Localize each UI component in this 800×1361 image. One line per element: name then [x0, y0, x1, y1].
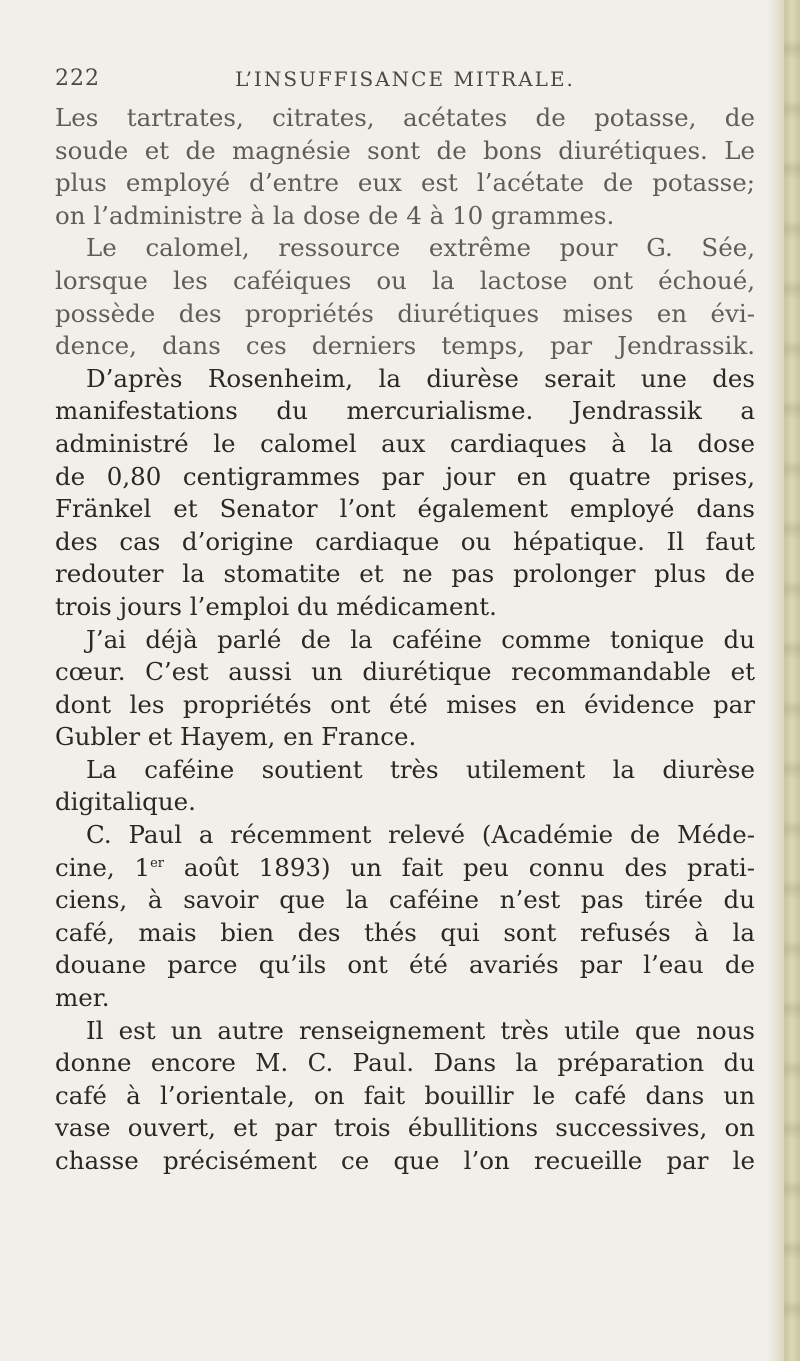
- text-line: Les tartrates, citrates, acétates de potasse, de: [55, 103, 755, 132]
- text-line: dont les propriétés ont été mises en évidence par: [55, 689, 755, 719]
- text-line: Il est un autre renseignement très utile que nous: [86, 1015, 755, 1045]
- text-line: C. Paul a récemment relevé (Académie de Méde-: [86, 820, 755, 850]
- page-header: [55, 66, 755, 96]
- page-gutter-shadow: [784, 0, 800, 1361]
- text-line: mer.: [55, 983, 110, 1013]
- text-line: vase ouvert, et par trois ébullitions successives, on: [55, 1113, 755, 1143]
- text-line: digitalique.: [55, 787, 196, 817]
- text-line: plus employé d’entre eux est l’acétate de potasse;: [55, 168, 755, 198]
- text-line: chasse précisément ce que l’on recueille par le: [55, 1146, 755, 1175]
- text-line: de 0,80 centigrammes par jour en quatre prises,: [55, 461, 755, 491]
- text-line: Le calomel, ressource extrême pour G. Sée,: [86, 233, 755, 263]
- text-line: manifestations du mercurialisme. Jendrassik a: [55, 396, 755, 426]
- text-line: J’ai déjà parlé de la caféine comme tonique du: [86, 624, 755, 654]
- text-line: douane parce qu’ils ont été avariés par l’eau de: [55, 950, 755, 980]
- text-line: lorsque les caféiques ou la lactose ont échoué,: [55, 265, 755, 295]
- running-title: L’INSUFFISANCE MITRALE.: [235, 67, 575, 91]
- text-line: trois jours l’emploi du médicament.: [55, 591, 497, 621]
- text-line: cœur. C’est aussi un diurétique recommandable et: [55, 657, 755, 687]
- body-text: [55, 102, 755, 1178]
- text-line: café à l’orientale, on fait bouillir le café dans un: [55, 1080, 755, 1110]
- text-line: Gubler et Hayem, en France.: [55, 722, 417, 752]
- text-line: Fränkel et Senator l’ont également employé dans: [55, 494, 755, 524]
- text-line: soude et de magnésie sont de bons diurétiques. Le: [55, 135, 755, 165]
- text-line: dence, dans ces derniers temps, par Jendrassik.: [55, 331, 755, 361]
- text-line: D’après Rosenheim, la diurèse serait une des: [86, 363, 755, 393]
- text-line: café, mais bien des thés qui sont refusés à la: [55, 917, 755, 947]
- text-line: possède des propriétés diurétiques mises en évi-: [55, 298, 755, 328]
- text-line: redouter la stomatite et ne pas prolonger plus de: [55, 559, 755, 589]
- text-line: La caféine soutient très utilement la diurèse: [86, 754, 755, 784]
- text-line: des cas d’origine cardiaque ou hépatique. Il faut: [55, 526, 755, 556]
- text-line: donne encore M. C. Paul. Dans la préparation du: [55, 1048, 755, 1078]
- page-number: 222: [55, 66, 100, 91]
- text-line: cine, 1er août 1893) un fait peu connu des prati-: [55, 852, 756, 882]
- text-line: on l’administre à la dose de 4 à 10 grammes.: [55, 200, 615, 230]
- text-line: administré le calomel aux cardiaques à la dose: [55, 428, 755, 458]
- text-line: ciens, à savoir que la caféine n’est pas tirée du: [55, 885, 755, 915]
